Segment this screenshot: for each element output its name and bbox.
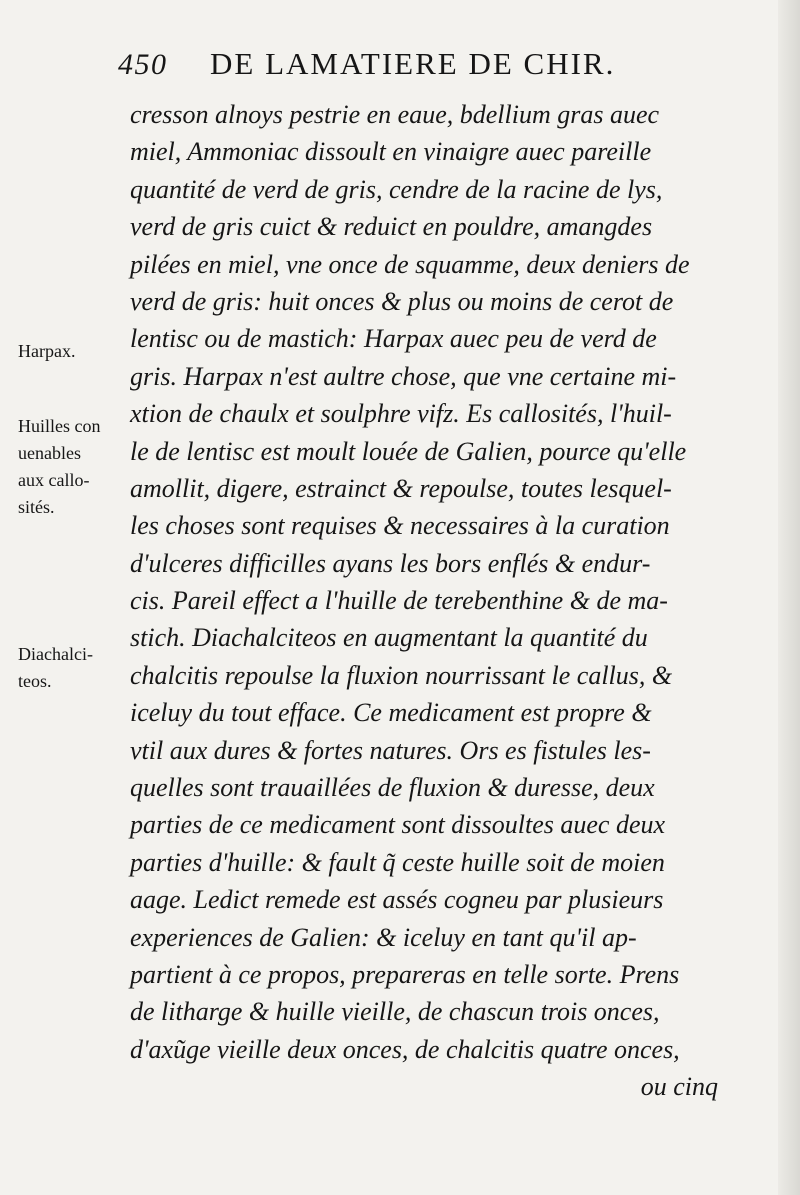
marginal-note-line: Harpax. bbox=[18, 341, 76, 361]
marginal-note-line: teos. bbox=[18, 671, 52, 691]
text-line: le de lentisc est moult louée de Galien, pource qu'elle bbox=[130, 436, 687, 466]
marginal-note-huilles bbox=[18, 413, 123, 521]
marginal-note-line: aux callo- bbox=[18, 470, 90, 490]
text-line: parties d'huille: & fault q̃ ceste huille soit de moien bbox=[130, 847, 665, 877]
text-line: partient à ce propos, prepareras en telle sorte. Prens bbox=[130, 959, 680, 989]
text-line: lentisc ou de mastich: Harpax auec peu de verd de bbox=[130, 324, 657, 354]
text-line: cresson alnoys pestrie en eaue, bdellium gras auec bbox=[130, 100, 660, 129]
marginal-note-diachalciteos bbox=[18, 641, 123, 695]
text-line: les choses sont requises & necessaires à la curation bbox=[130, 511, 670, 541]
text-line: d'axũge vieille deux onces, de chalcitis quatre onces, bbox=[130, 1034, 680, 1064]
page-number: 450 bbox=[118, 48, 168, 81]
marginal-note-line: sités. bbox=[18, 497, 55, 517]
marginal-note-line: uenables bbox=[18, 443, 81, 463]
text-line: gris. Harpax n'est aultre chose, que vne certaine mi- bbox=[130, 361, 677, 391]
page-header bbox=[118, 44, 718, 86]
running-head: DE LAMATIERE DE CHIR. bbox=[210, 46, 616, 81]
text-line: quantité de verd de gris, cendre de la racine de lys, bbox=[130, 174, 663, 204]
text-line: experiences de Galien: & iceluy en tant qu'il ap- bbox=[130, 922, 637, 952]
text-line: stich. Diachalciteos en augmentant la quantité du bbox=[130, 623, 648, 653]
text-line: miel, Ammoniac dissoult en vinaigre auec pareille bbox=[130, 137, 652, 167]
text-line: aage. Ledict remede est assés cogneu par plusieurs bbox=[130, 885, 664, 915]
text-line: pilées en miel, vne once de squamme, deux deniers de bbox=[130, 249, 690, 279]
text-line: parties de ce medicament sont dissoultes auec deux bbox=[130, 810, 666, 840]
text-line: quelles sont trauaillées de fluxion & duresse, deux bbox=[130, 773, 655, 803]
text-line: chalcitis repoulse la fluxion nourrissant le callus, & bbox=[130, 660, 673, 690]
page-edge-shadow bbox=[778, 0, 800, 1195]
text-line: d'ulceres difficilles ayans les bors enflés & endur- bbox=[130, 548, 651, 578]
text-line: amollit, digere, estrainct & repoulse, toutes lesquel- bbox=[130, 473, 672, 503]
body-text bbox=[130, 96, 740, 1106]
marginal-note-line: Huilles con bbox=[18, 416, 101, 436]
catchword: ou cinq bbox=[640, 1072, 718, 1102]
marginal-note-line: Diachalci- bbox=[18, 644, 93, 664]
text-line: cis. Pareil effect a l'huille de terebenthine & de ma- bbox=[130, 586, 668, 616]
text-line: de litharge & huille vieille, de chascun trois onces, bbox=[130, 997, 660, 1027]
text-line: verd de gris: huit onces & plus ou moins de cerot de bbox=[130, 286, 674, 316]
text-line: iceluy du tout efface. Ce medicament est propre & bbox=[130, 698, 652, 728]
text-line: xtion de chaulx et soulphre vifz. Es callosités, l'huil- bbox=[130, 399, 672, 429]
text-line: verd de gris cuict & reduict en pouldre, amangdes bbox=[130, 212, 653, 242]
marginal-note-harpax bbox=[18, 338, 123, 365]
text-line: vtil aux dures & fortes natures. Ors es fistules les- bbox=[130, 735, 651, 765]
